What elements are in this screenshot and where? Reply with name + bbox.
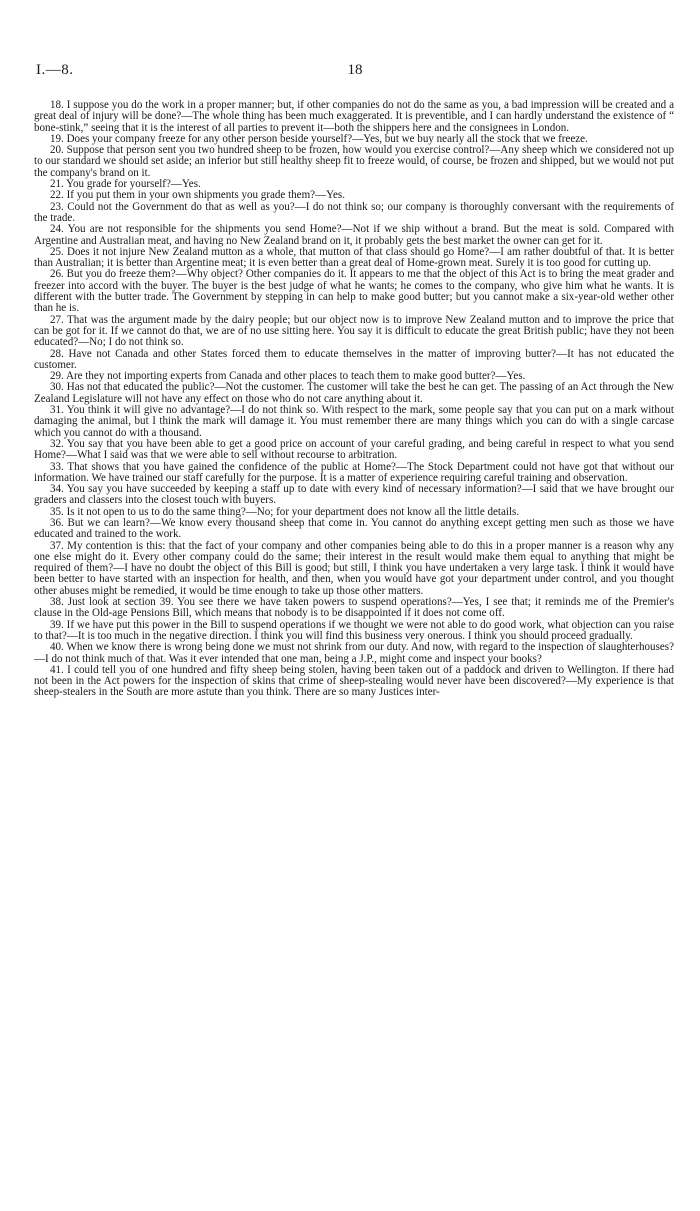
paragraph-25: 25. Does it not injure New Zealand mutton as a whole, that mutton of that class should go Home?—I am rather doubtful of that. It is better than Australian; it is better than Argentine meat; it is even better than a great deal of Home-grown meat. Surely it is too good for cutting up.	[34, 245, 674, 270]
page-header	[36, 62, 674, 82]
paragraph-20: 20. Suppose that person sent you two hundred sheep to be frozen, how would you exercise control?—Any sheep which we considered not up to our standard we should set aside; an inferior but still healthy sheep fit to freeze would, of course, be frozen and shipped, but we would not put the company's brand on it.	[34, 144, 675, 179]
paragraph-35: 35. Is it not open to us to do the same thing?—No; for your department does not know all the little details.	[50, 505, 520, 518]
paragraph-40: 40. When we know there is wrong being done we must not shrink from our duty. And now, with regard to the inspection of slaughterhouses?—I do not think much of that. Was it ever intended that one man, being a J.P., might come and inspect your books?	[34, 641, 674, 665]
paragraph-37: 37. My contention is this: that the fact of your company and other companies being able to do this in a proper manner is a reason why any one else might do it. Every other company could do the same; their interest in the result would make them equal to anything that might be required of them?—I have no doubt the object of this Bill is good; but still, I think you have undertaken a very large task. I think it would have been better to have started with an inspection for health, and then, when you would have got your department under control, and you thought other abuses might be remedied, it would be time enough to take up those other matters.	[34, 539, 674, 597]
series-number: I.—8.	[36, 62, 74, 78]
paragraph-41: 41. I could tell you of one hundred and fifty sheep being stolen, having been taken out of a paddock and driven to Wellington. If there had not been in the Act powers for the inspection of skins that crime of sheep-stealing would never have been discovered?—My experience is that sheep-stealers in the South are more astute than you think. There are so many Justices inter-	[34, 663, 674, 699]
paragraph-29: 29. Are they not importing experts from Canada and other places to teach them to make good butter?—Yes.	[50, 370, 526, 383]
paragraph-18: 18. I suppose you do the work in a proper manner; but, if other companies do not do the same as you, a bad impression will be created and a great deal of injury will be done?—The whole thing has been much exaggerated. It is preventible, and I can hardly understand the existence of “ bone-stink,” seeing that it is the interest of all parties to prevent it—both the shippers here and the consignees in London.	[34, 99, 674, 134]
paragraph-24: 24. You are not responsible for the shipments you send Home?—Not if we ship without a brand. But the meat is sold. Compared with Argentine and Australian meat, and having no New Zealand brand on it, it probably gets the best market the owner can get for it.	[34, 223, 674, 247]
paragraph-38: 38. Just look at section 39. You see there we have taken powers to suspend operations?—Yes, I see that; it reminds me of the Premier's clause in the Old-age Pensions Bill, which means that nobody is to be disappointed if it does not come off.	[34, 596, 674, 620]
paragraph-27: 27. That was the argument made by the dairy people; but our object now is to improve New Zealand mutton and to improve the price that can be got for it. If we cannot do that, we are of no use sitting here. You say it is difficult to educate the great British public; have they not been educated?—No; I do not think so.	[34, 313, 674, 349]
paragraph-23: 23. Could not the Government do that as well as you?—I do not think so; our company is thoroughly conversant with the requirements of the trade.	[34, 200, 674, 224]
paragraph-21: 21. You grade for yourself?—Yes.	[50, 178, 201, 191]
paragraph-32: 32. You say that you have been able to get a good price on account of your careful grading, and being careful in respect to what you send Home?—What I said was that we were able to sell without recourse to arbitration.	[34, 437, 674, 462]
paragraph-39: 39. If we have put this power in the Bill to suspend operations if we thought we were not able to do good work, what objection can you raise to that?—It is too much in the negative direction. I think you will find this business very onerous. I think you should proceed gradually.	[34, 618, 674, 642]
page-number: 18	[347, 62, 363, 78]
paragraph-31: 31. You think it will give no advantage?—I do not think so. With respect to the mark, some people say that you can put on a mark without damaging the animal, but I think the mark will damage it. You must remember there are many things which you can do with a single carcase which you cannot do with a thousand.	[34, 404, 674, 439]
paragraph-36: 36. But we can learn?—We know every thousand sheep that come in. You cannot do anything except getting men such as those we have educated and trained to the work.	[34, 516, 674, 541]
paragraph-30: 30. Has not that educated the public?—Not the customer. The customer will take the best he can get. The passing of an Act through the New Zealand Legislature will not have any effect on those who do not care anything about it.	[34, 381, 674, 405]
paragraph-22: 22. If you put them in your own shipments you grade them?—Yes.	[50, 189, 345, 202]
paragraph-34: 34. You say you have succeeded by keeping a staff up to date with every kind of necessary information?—I said that we have brought our graders and classers into the closest touch with buyers.	[34, 483, 674, 507]
paragraph-33: 33. That shows that you have gained the confidence of the public at Home?—The Stock Department could not have got that without our information. We have trained our staff carefully for the purpose. It is a matter of experience requiring careful training and observation.	[34, 460, 674, 484]
paragraph-28: 28. Have not Canada and other States forced them to educate themselves in the matter of improving butter?—It has not educated the customer.	[34, 347, 674, 371]
paragraph-26: 26. But you do freeze them?—Why object? Other companies do it. It appears to me that the object of this Act is to bring the meat grader and freezer into accord with the buyer. The buyer is the best judge of what he wants; he comes to the company, who give him what he wants. It is different with the butter trade. The Government by stepping in can help to make good butter; but you cannot make a six-year-old wether other than he is.	[34, 268, 674, 315]
paragraph-19: 19. Does your company freeze for any other person beside yourself?—Yes, but we buy nearly all the stock that we freeze.	[50, 132, 588, 145]
document-body	[34, 100, 674, 699]
